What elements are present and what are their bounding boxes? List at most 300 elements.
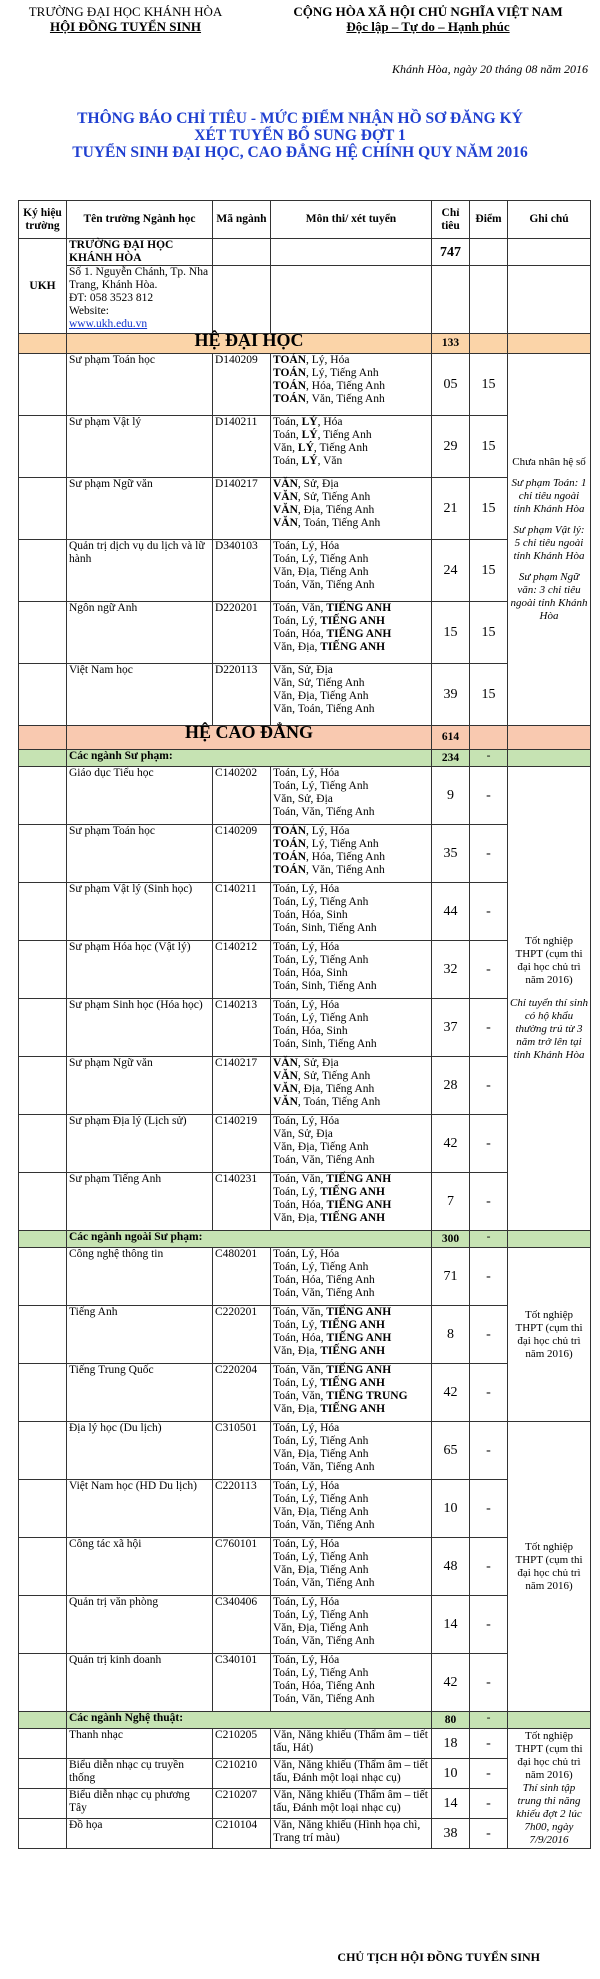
subject-line: Toán, Hóa, Tiếng Anh xyxy=(273,1680,375,1692)
program-subjects xyxy=(271,767,432,825)
empty-cell xyxy=(19,1248,67,1306)
table-row xyxy=(19,1173,591,1231)
group-dash: - xyxy=(470,1712,508,1729)
program-name: Biểu diễn nhạc cụ phương Tây xyxy=(67,1789,213,1819)
program-quota: 38 xyxy=(432,1819,470,1849)
table-row xyxy=(19,941,591,999)
group-dash: - xyxy=(470,750,508,767)
program-quota: 28 xyxy=(432,1057,470,1115)
program-code: D140211 xyxy=(213,416,271,478)
program-score: - xyxy=(470,1789,508,1819)
subject-line: Toán, LÝ, Hóa xyxy=(273,416,343,428)
program-name: Sư phạm Ngữ văn xyxy=(67,478,213,540)
empty-cell xyxy=(19,1538,67,1596)
note-italic: Sư phạm Toán: 1 chỉ tiêu ngoài tỉnh Khánh Hòa xyxy=(511,477,587,515)
school-address: Số 1. Nguyễn Chánh, Tp. Nha Trang, Khánh Hòa. xyxy=(69,266,209,291)
program-score: - xyxy=(470,1819,508,1849)
group2-note xyxy=(508,1248,591,1422)
subject-line: Toán, Lý, TIẾNG ANH xyxy=(273,1186,385,1198)
subject-line: Toán, Văn, Tiếng Anh xyxy=(273,1577,375,1589)
subject-line: TOÁN, Lý, Hóa xyxy=(273,825,350,837)
program-code: C140209 xyxy=(213,825,271,883)
school-code: UKH xyxy=(19,239,67,334)
subject-line: Toán, Lý, Hóa xyxy=(273,999,340,1011)
subject-line: Văn, Địa, TIẾNG ANH xyxy=(273,1345,386,1357)
subject-line: VĂN, Sử, Địa xyxy=(273,478,339,490)
empty-cell xyxy=(508,726,591,750)
empty-cell xyxy=(19,354,67,416)
program-score: - xyxy=(470,883,508,941)
empty-cell xyxy=(508,334,591,354)
subject-line: Văn, Địa, Tiếng Anh xyxy=(273,1564,369,1576)
program-score: - xyxy=(470,1654,508,1712)
table-row xyxy=(19,1422,591,1480)
col-header-ghichu: Ghi chú xyxy=(508,201,591,239)
col-header-ma: Mã ngành xyxy=(213,201,271,239)
program-subjects xyxy=(271,1596,432,1654)
subject-line: Toán, Văn, Tiếng Anh xyxy=(273,1154,375,1166)
program-name: Công nghệ thông tin xyxy=(67,1248,213,1306)
program-score: - xyxy=(470,941,508,999)
program-quota: 29 xyxy=(432,416,470,478)
table-row xyxy=(19,1364,591,1422)
program-score: - xyxy=(470,1173,508,1231)
program-name: Địa lý học (Du lịch) xyxy=(67,1422,213,1480)
subject-line: TOÁN, Văn, Tiếng Anh xyxy=(273,864,385,876)
program-quota: 15 xyxy=(432,602,470,664)
program-quota: 9 xyxy=(432,767,470,825)
program-score: 15 xyxy=(470,602,508,664)
table-row xyxy=(19,999,591,1057)
issuer-block xyxy=(18,4,233,34)
table-row xyxy=(19,1306,591,1364)
program-score: 15 xyxy=(470,416,508,478)
subject-line: Toán, Hóa, Tiếng Anh xyxy=(273,1274,375,1286)
empty-cell xyxy=(19,540,67,602)
program-score: 15 xyxy=(470,664,508,726)
university-name: TRƯỜNG ĐẠI HỌC KHÁNH HÒA xyxy=(28,4,223,19)
program-quota: 48 xyxy=(432,1538,470,1596)
group-header-group2 xyxy=(19,1231,591,1248)
empty-cell xyxy=(470,239,508,266)
program-subjects xyxy=(271,1057,432,1115)
table-row xyxy=(19,1819,591,1849)
program-name: Sư phạm Ngữ văn xyxy=(67,1057,213,1115)
empty-cell xyxy=(508,239,591,266)
subject-line: Toán, Lý, Tiếng Anh xyxy=(273,954,369,966)
subject-line: Toán, Hóa, TIẾNG ANH xyxy=(273,628,392,640)
program-score: - xyxy=(470,1057,508,1115)
subject-line: Toán, Lý, Tiếng Anh xyxy=(273,553,369,565)
subject-line: TOÁN, Văn, Tiếng Anh xyxy=(273,393,385,405)
table-row xyxy=(19,825,591,883)
program-score: - xyxy=(470,825,508,883)
subject-line: Toán, Hóa, TIẾNG ANH xyxy=(273,1332,392,1344)
program-score: - xyxy=(470,1364,508,1422)
title-line-1: THÔNG BÁO CHỈ TIÊU - MỨC ĐIỂM NHẬN HỒ SƠ ĐĂNG KÝ xyxy=(77,110,523,127)
program-quota: 14 xyxy=(432,1596,470,1654)
program-quota: 35 xyxy=(432,825,470,883)
program-code: C210205 xyxy=(213,1729,271,1759)
subject-line: Văn, Địa, TIẾNG ANH xyxy=(273,1212,386,1224)
table-row xyxy=(19,1480,591,1538)
section-daihoc-header xyxy=(19,334,591,354)
program-subjects xyxy=(271,883,432,941)
program-code: C760101 xyxy=(213,1538,271,1596)
empty-cell xyxy=(508,1712,591,1729)
empty-cell xyxy=(19,1759,67,1789)
school-phone: ĐT: 058 3523 812 xyxy=(69,292,154,304)
subject-line: Toán, Lý, Tiếng Anh xyxy=(273,1493,369,1505)
empty-cell xyxy=(19,1115,67,1173)
program-code: C210104 xyxy=(213,1819,271,1849)
daihoc-note xyxy=(508,354,591,726)
note-text: Chưa nhân hệ số xyxy=(512,456,586,468)
subject-line: Toán, Lý, TIẾNG ANH xyxy=(273,615,385,627)
program-subjects xyxy=(271,1364,432,1422)
subject-line: Văn, Năng khiếu (Thẩm âm – tiết tấu, Hát) xyxy=(273,1729,428,1754)
group3-note xyxy=(508,1729,591,1849)
group2-note xyxy=(508,1422,591,1712)
program-code: D140217 xyxy=(213,478,271,540)
subject-line: Văn, Địa, TIẾNG ANH xyxy=(273,1403,386,1415)
group-title: Các ngành Sư phạm: xyxy=(67,750,432,767)
note-text: Tốt nghiệp THPT (cụm thi đại học chủ trì năm 2016) xyxy=(515,1540,583,1592)
subject-line: VĂN, Sử, Tiếng Anh xyxy=(273,491,371,503)
table-row xyxy=(19,1759,591,1789)
program-subjects xyxy=(271,1819,432,1849)
subject-line: Toán, Lý, Tiếng Anh xyxy=(273,1261,369,1273)
program-code: D340103 xyxy=(213,540,271,602)
col-header-diem: Điểm xyxy=(470,201,508,239)
empty-cell xyxy=(508,750,591,767)
subject-line: TOÁN, Hóa, Tiếng Anh xyxy=(273,380,385,392)
subject-line: Toán, Hóa, Sinh xyxy=(273,909,348,921)
subject-line: TOÁN, Hóa, Tiếng Anh xyxy=(273,851,385,863)
program-score: - xyxy=(470,999,508,1057)
program-subjects xyxy=(271,664,432,726)
motto: Độc lập – Tự do – Hạnh phúc xyxy=(346,19,510,34)
program-code: C140217 xyxy=(213,1057,271,1115)
program-quota: 05 xyxy=(432,354,470,416)
subject-line: Văn, Địa, Tiếng Anh xyxy=(273,1506,369,1518)
subject-line: Văn, Sử, Địa xyxy=(273,664,333,676)
empty-cell xyxy=(508,1231,591,1248)
subject-line: Văn, Địa, TIẾNG ANH xyxy=(273,641,386,653)
program-subjects xyxy=(271,941,432,999)
note-italic: Thí sinh tập trung thi năng khiếu đợt 2 lúc 7h00, ngày 7/9/2016 xyxy=(516,1782,582,1846)
program-score: 15 xyxy=(470,478,508,540)
subject-line: Toán, Sinh, Tiếng Anh xyxy=(273,980,377,992)
program-quota: 42 xyxy=(432,1364,470,1422)
title-line-2: XÉT TUYỂN BỔ SUNG ĐỢT 1 xyxy=(194,127,406,144)
subject-line: Toán, Lý, Hóa xyxy=(273,1422,340,1434)
program-subjects xyxy=(271,999,432,1057)
program-name: Quản trị kinh doanh xyxy=(67,1654,213,1712)
subject-line: Toán, Lý, Hóa xyxy=(273,1538,340,1550)
program-code: D220113 xyxy=(213,664,271,726)
program-subjects xyxy=(271,825,432,883)
col-header-kyhieu: Ký hiệu trường xyxy=(19,201,67,239)
subject-line: Toán, Sinh, Tiếng Anh xyxy=(273,922,377,934)
program-quota: 44 xyxy=(432,883,470,941)
note-text: Tốt nghiệp THPT (cụm thi đại học chủ trì năm 2016) xyxy=(515,935,583,986)
program-score: - xyxy=(470,1729,508,1759)
empty-cell xyxy=(19,726,67,750)
subject-line: Toán, Văn, Tiếng Anh xyxy=(273,1635,375,1647)
subject-line: Toán, LÝ, Tiếng Anh xyxy=(273,429,372,441)
empty-cell xyxy=(19,1480,67,1538)
program-quota: 37 xyxy=(432,999,470,1057)
program-name: Sư phạm Tiếng Anh xyxy=(67,1173,213,1231)
program-quota: 7 xyxy=(432,1173,470,1231)
empty-cell xyxy=(213,239,271,266)
program-name: Sư phạm Địa lý (Lịch sử) xyxy=(67,1115,213,1173)
table-header-row xyxy=(19,201,591,239)
subject-line: Toán, Lý, Tiếng Anh xyxy=(273,1551,369,1563)
program-subjects xyxy=(271,1789,432,1819)
subject-line: Văn, Sử, Địa xyxy=(273,793,333,805)
note-italic: Sư phạm Vật lý: 5 chỉ tiêu ngoài tỉnh Khánh Hòa xyxy=(513,524,585,562)
table-row xyxy=(19,354,591,416)
subject-line: Văn, LÝ, Tiếng Anh xyxy=(273,442,368,454)
program-subjects xyxy=(271,540,432,602)
subject-line: Toán, Văn, Tiếng Anh xyxy=(273,1287,375,1299)
program-score: 15 xyxy=(470,540,508,602)
empty-cell xyxy=(470,266,508,334)
subject-line: Toán, LÝ, Văn xyxy=(273,455,343,467)
subject-line: Toán, Lý, Hóa xyxy=(273,1654,340,1666)
group-dash: - xyxy=(470,1231,508,1248)
program-score: - xyxy=(470,1115,508,1173)
subject-line: Văn, Sử, Tiếng Anh xyxy=(273,677,365,689)
title-line-3: TUYỂN SINH ĐẠI HỌC, CAO ĐẲNG HỆ CHÍNH QUY NĂM 2016 xyxy=(72,144,528,161)
subject-line: Toán, Văn, TIẾNG TRUNG xyxy=(273,1390,408,1402)
empty-cell xyxy=(19,1789,67,1819)
program-quota: 10 xyxy=(432,1480,470,1538)
table-row xyxy=(19,540,591,602)
program-name: Quản trị dịch vụ du lịch và lữ hành xyxy=(67,540,213,602)
school-row xyxy=(19,239,591,266)
empty-cell xyxy=(19,1173,67,1231)
program-subjects xyxy=(271,1729,432,1759)
program-name: Sư phạm Sinh học (Hóa học) xyxy=(67,999,213,1057)
group-title: Các ngành ngoài Sư phạm: xyxy=(67,1231,432,1248)
table-row xyxy=(19,1115,591,1173)
subject-line: Toán, Văn, TIẾNG ANH xyxy=(273,1173,392,1185)
table-row xyxy=(19,1057,591,1115)
school-name: TRƯỜNG ĐẠI HỌC KHÁNH HÒA xyxy=(67,239,213,266)
subject-line: Văn, Địa, Tiếng Anh xyxy=(273,1141,369,1153)
subject-line: TOÁN, Lý, Hóa xyxy=(273,354,350,366)
school-website-label: Website: xyxy=(69,305,109,317)
empty-cell xyxy=(19,825,67,883)
empty-cell xyxy=(19,664,67,726)
table-row xyxy=(19,1789,591,1819)
program-name: Sư phạm Toán học xyxy=(67,825,213,883)
empty-cell xyxy=(470,726,508,750)
program-name: Tiếng Trung Quốc xyxy=(67,1364,213,1422)
program-subjects xyxy=(271,1115,432,1173)
program-quota: 32 xyxy=(432,941,470,999)
table-row xyxy=(19,767,591,825)
empty-cell xyxy=(19,883,67,941)
school-website-link[interactable]: www.ukh.edu.vn xyxy=(69,318,148,330)
subject-line: Văn, Năng khiếu (Thẩm âm – tiết tấu, Đánh một loại nhạc cụ) xyxy=(273,1759,428,1784)
program-subjects xyxy=(271,1759,432,1789)
empty-cell xyxy=(19,1712,67,1729)
empty-cell xyxy=(19,334,67,354)
empty-cell xyxy=(19,1364,67,1422)
subject-line: Toán, Văn, TIẾNG ANH xyxy=(273,1364,392,1376)
subject-line: Toán, Văn, Tiếng Anh xyxy=(273,1519,375,1531)
program-code: C140211 xyxy=(213,883,271,941)
program-score: - xyxy=(470,1596,508,1654)
empty-cell xyxy=(19,1654,67,1712)
subject-line: Toán, Văn, TIẾNG ANH xyxy=(273,1306,392,1318)
group-header-group1 xyxy=(19,750,591,767)
subject-line: VĂN, Toán, Tiếng Anh xyxy=(273,517,381,529)
program-code: C340406 xyxy=(213,1596,271,1654)
col-header-chitieu: Chỉ tiêu xyxy=(432,201,470,239)
program-code: C140219 xyxy=(213,1115,271,1173)
program-code: C140212 xyxy=(213,941,271,999)
note-italic: Sư phạm Ngữ văn: 3 chỉ tiêu ngoài tỉnh Khánh Hòa xyxy=(510,571,588,622)
empty-cell xyxy=(19,1596,67,1654)
subject-line: Toán, Lý, Tiếng Anh xyxy=(273,1012,369,1024)
program-subjects xyxy=(271,1538,432,1596)
national-motto-block xyxy=(268,4,588,34)
col-header-mon: Môn thi/ xét tuyển xyxy=(271,201,432,239)
program-code: C210207 xyxy=(213,1789,271,1819)
program-code: C140213 xyxy=(213,999,271,1057)
subject-line: TOÁN, Lý, Tiếng Anh xyxy=(273,838,379,850)
note-italic: Chỉ tuyển thí sinh có hộ khẩu thường trú từ 3 năm trở lên tại tỉnh Khánh Hòa xyxy=(510,997,588,1061)
program-name: Sư phạm Toán học xyxy=(67,354,213,416)
empty-cell xyxy=(19,1306,67,1364)
table-row xyxy=(19,416,591,478)
empty-cell xyxy=(432,266,470,334)
empty-cell xyxy=(19,999,67,1057)
subject-line: Văn, Sử, Địa xyxy=(273,1128,333,1140)
empty-cell xyxy=(19,478,67,540)
subject-line: Toán, Lý, TIẾNG ANH xyxy=(273,1377,385,1389)
subject-line: Toán, Lý, Tiếng Anh xyxy=(273,1609,369,1621)
subject-line: Toán, Lý, Hóa xyxy=(273,1480,340,1492)
section-caodang-total: 614 xyxy=(432,726,470,750)
program-name: Ngôn ngữ Anh xyxy=(67,602,213,664)
program-name: Đồ họa xyxy=(67,1819,213,1849)
signature-title: CHỦ TỊCH HỘI ĐỒNG TUYỂN SINH xyxy=(337,1950,540,1964)
empty-cell xyxy=(19,1057,67,1115)
subject-line: Toán, Lý, Tiếng Anh xyxy=(273,780,369,792)
program-subjects xyxy=(271,1306,432,1364)
subject-line: Toán, Lý, TIẾNG ANH xyxy=(273,1319,385,1331)
document-date: Khánh Hòa, ngày 20 tháng 08 năm 2016 xyxy=(392,62,588,76)
subject-line: Toán, Văn, Tiếng Anh xyxy=(273,806,375,818)
table-row xyxy=(19,602,591,664)
program-code: C140202 xyxy=(213,767,271,825)
group-total: 80 xyxy=(432,1712,470,1729)
subject-line: Toán, Văn, Tiếng Anh xyxy=(273,1461,375,1473)
program-quota: 42 xyxy=(432,1115,470,1173)
subject-line: Văn, Địa, Tiếng Anh xyxy=(273,1622,369,1634)
subject-line: TOÁN, Lý, Tiếng Anh xyxy=(273,367,379,379)
empty-cell xyxy=(470,334,508,354)
group-header-group3 xyxy=(19,1712,591,1729)
program-subjects xyxy=(271,416,432,478)
program-subjects xyxy=(271,478,432,540)
empty-cell xyxy=(19,750,67,767)
quota-table xyxy=(18,200,591,1849)
empty-cell xyxy=(19,1729,67,1759)
program-score: - xyxy=(470,1759,508,1789)
empty-cell xyxy=(508,266,591,334)
program-code: C140231 xyxy=(213,1173,271,1231)
subject-line: Toán, Lý, Hóa xyxy=(273,767,340,779)
empty-cell xyxy=(19,1819,67,1849)
subject-line: Toán, Lý, Hóa xyxy=(273,883,340,895)
program-score: 15 xyxy=(470,354,508,416)
empty-cell xyxy=(19,602,67,664)
program-name: Tiếng Anh xyxy=(67,1306,213,1364)
subject-line: Toán, Văn, Tiếng Anh xyxy=(273,1693,375,1705)
subject-line: Toán, Lý, Hóa xyxy=(273,1115,340,1127)
section-caodang-header xyxy=(19,726,591,750)
subject-line: Toán, Lý, Hóa xyxy=(273,540,340,552)
table-row xyxy=(19,1538,591,1596)
program-name: Sư phạm Vật lý (Sinh học) xyxy=(67,883,213,941)
subject-line: Toán, Sinh, Tiếng Anh xyxy=(273,1038,377,1050)
empty-cell xyxy=(271,266,432,334)
empty-cell xyxy=(213,266,271,334)
program-subjects xyxy=(271,1422,432,1480)
program-subjects xyxy=(271,1654,432,1712)
subject-line: Toán, Văn, Tiếng Anh xyxy=(273,579,375,591)
subject-line: Toán, Lý, Hóa xyxy=(273,941,340,953)
subject-line: Toán, Lý, Tiếng Anh xyxy=(273,1667,369,1679)
program-score: - xyxy=(470,1306,508,1364)
program-quota: 8 xyxy=(432,1306,470,1364)
country-name: CỘNG HÒA XÃ HỘI CHỦ NGHĨA VIỆT NAM xyxy=(293,4,563,19)
program-quota: 21 xyxy=(432,478,470,540)
program-name: Việt Nam học xyxy=(67,664,213,726)
section-daihoc-title: HỆ ĐẠI HỌC xyxy=(67,334,432,354)
group-total: 300 xyxy=(432,1231,470,1248)
program-code: C310501 xyxy=(213,1422,271,1480)
program-quota: 42 xyxy=(432,1654,470,1712)
section-daihoc-total: 133 xyxy=(432,334,470,354)
empty-cell xyxy=(19,767,67,825)
school-info-row xyxy=(19,266,591,334)
table-row xyxy=(19,664,591,726)
table-row xyxy=(19,1729,591,1759)
empty-cell xyxy=(19,416,67,478)
subject-line: Toán, Hóa, TIẾNG ANH xyxy=(273,1199,392,1211)
subject-line: VĂN, Toán, Tiếng Anh xyxy=(273,1096,381,1108)
program-score: - xyxy=(470,1422,508,1480)
council-name: HỘI ĐỒNG TUYỂN SINH xyxy=(49,19,202,34)
group1-note xyxy=(508,767,591,1231)
program-name: Sư phạm Vật lý xyxy=(67,416,213,478)
program-code: C220201 xyxy=(213,1306,271,1364)
empty-cell xyxy=(19,1231,67,1248)
program-score: - xyxy=(470,1538,508,1596)
program-score: - xyxy=(470,1248,508,1306)
document-title xyxy=(10,110,590,161)
note-text: Tốt nghiệp THPT (cụm thi đại học chủ trì năm 2016) xyxy=(515,1308,583,1360)
table-row xyxy=(19,1654,591,1712)
